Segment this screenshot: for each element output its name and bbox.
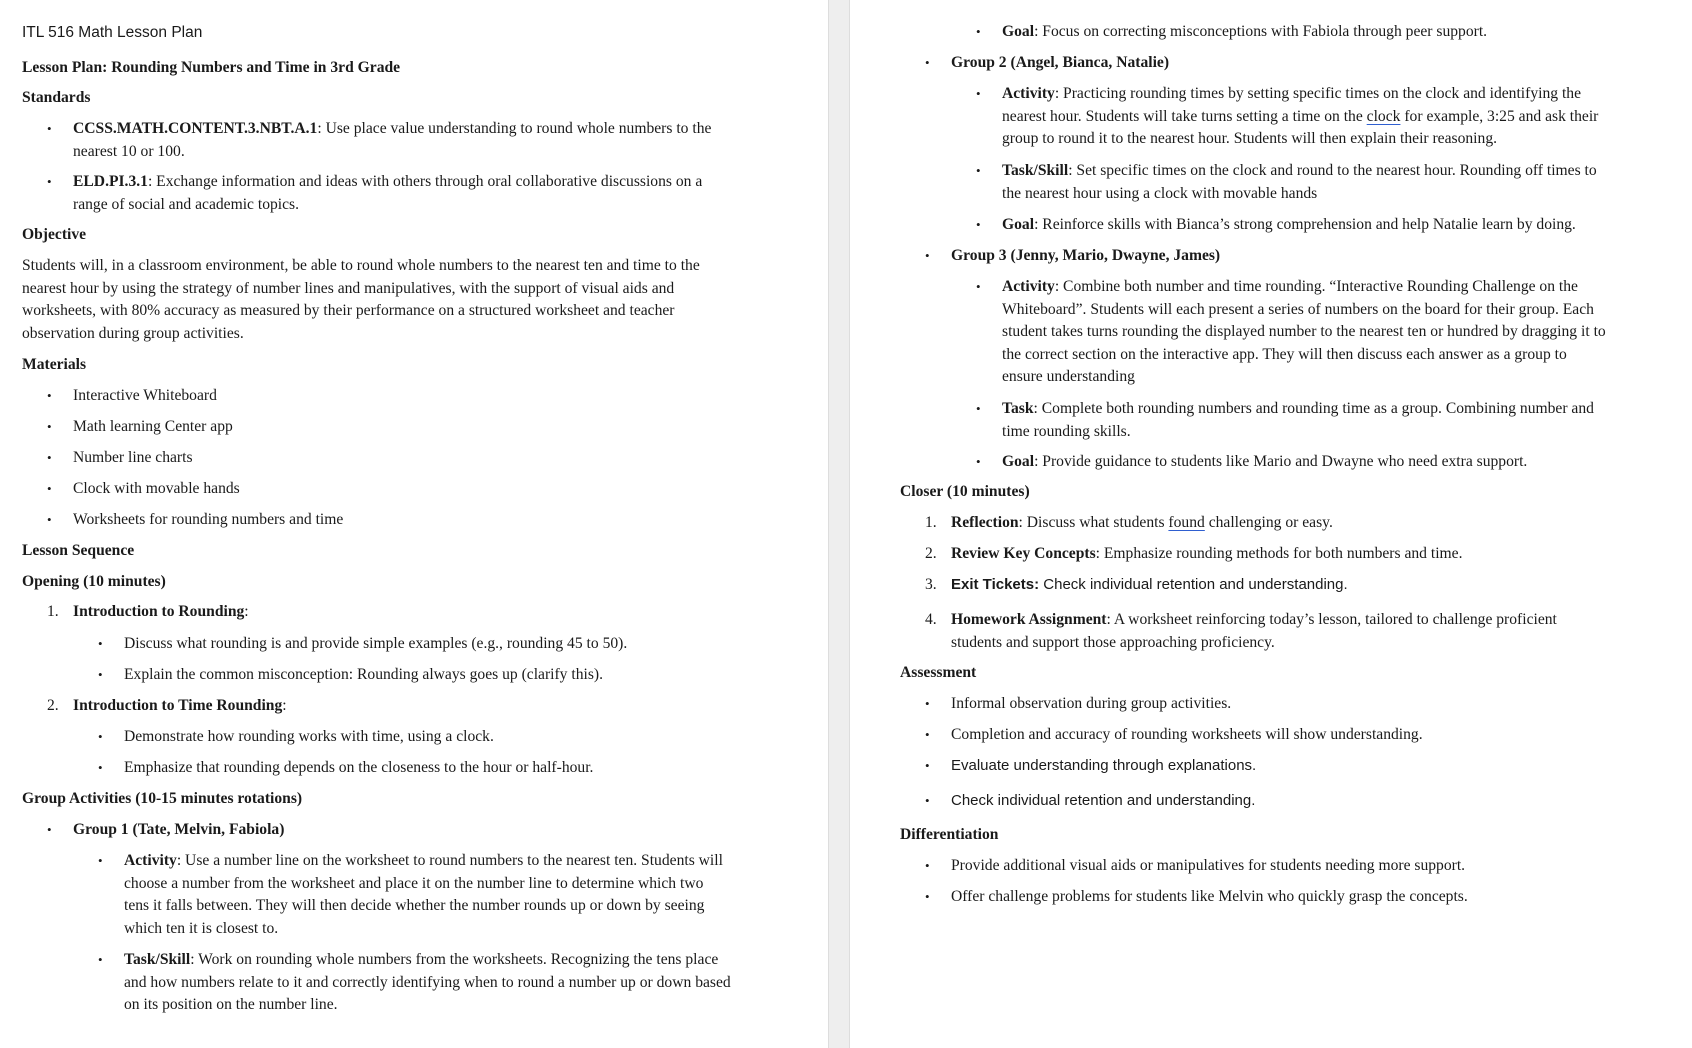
bullet-icon: • [98,853,103,868]
lesson-sequence-heading: Lesson Sequence [22,542,135,559]
objective-text: Students will, in a classroom environment, be able to round whole numbers to the nearest ten and time to the nearest hour by using the strategy of number lines and manipulatives, with the support of visual aids and worksheets, with 80% accuracy as measured by their performance on a structured worksheet and teacher observation during group activities. [22,257,700,342]
assessment-item: Check individual retention and understanding. [951,792,1256,809]
bullet-icon: • [976,401,981,416]
assessment-item: Evaluate understanding through explanations. [951,757,1257,774]
lesson-title: Lesson Plan: Rounding Numbers and Time in 3rd Grade [22,59,401,76]
assessment-item: Completion and accuracy of rounding worksheets will show understanding. [951,726,1423,743]
step-number: 2. [47,697,59,714]
bullet-icon: • [47,388,52,403]
bullet-icon: • [925,248,930,263]
step-number: 1. [47,603,59,620]
found-link[interactable]: found [1168,514,1205,531]
bullet-icon: • [976,279,981,294]
bullet-icon: • [976,86,981,101]
opening-sub-item: Explain the common misconception: Rounding always goes up (clarify this). [124,666,603,683]
bullet-icon: • [925,696,930,711]
group-3-name: Group 3 (Jenny, Mario, Dwayne, James) [951,247,1221,264]
closer-item: Homework Assignment: A worksheet reinforcing today’s lesson, tailored to challenge proficient students and support those approaching proficiency. [951,611,1557,651]
bullet-icon: • [925,55,930,70]
bullet-icon: • [976,217,981,232]
step-number: 3. [925,576,937,593]
materials-item: Clock with movable hands [73,480,240,497]
opening-sub-item: Emphasize that rounding depends on the closeness to the hour or half-hour. [124,759,594,776]
document-header: ITL 516 Math Lesson Plan [22,24,203,41]
group-3-goal: Goal: Provide guidance to students like Mario and Dwayne who need extra support. [1002,453,1528,470]
standard-item: CCSS.MATH.CONTENT.3.NBT.A.1: Use place value understanding to round whole numbers to the nearest 10 or 100. [73,120,712,160]
opening-step-title: Introduction to Time Rounding: [73,697,287,714]
materials-item: Math learning Center app [73,418,233,435]
bullet-icon: • [976,163,981,178]
document-page-left [0,0,828,1048]
bullet-icon: • [925,793,930,808]
step-number: 1. [925,514,937,531]
standards-heading: Standards [22,89,91,106]
closer-item: Exit Tickets: Check individual retention and understanding. [951,576,1348,593]
group-2-activity: Activity: Practicing rounding times by setting specific times on the clock and identifying the nearest hour. Students will take turns setting a time on the clock for example, 3:25 and ask their group to round it to the nearest hour. Students will then explain their reasoning. [1002,85,1599,147]
materials-heading: Materials [22,356,87,373]
group-activities-heading: Group Activities (10-15 minutes rotations) [22,790,303,807]
bullet-icon: • [976,454,981,469]
bullet-icon: • [47,121,52,136]
bullet-icon: • [976,24,981,39]
standard-item: ELD.PI.3.1: Exchange information and ideas with others through oral collaborative discussions on a range of social and academic topics. [73,173,703,213]
closer-item: Reflection: Discuss what students found challenging or easy. [951,514,1333,531]
group-1-task: Task/Skill: Work on rounding whole numbers from the worksheets. Recognizing the tens place and how numbers relate to it and correctly identifying when to round a number up or down based on its position on the number line. [124,951,731,1013]
group-2-goal: Goal: Reinforce skills with Bianca’s strong comprehension and help Natalie learn by doing. [1002,216,1576,233]
materials-item: Worksheets for rounding numbers and time [73,511,344,528]
bullet-icon: • [925,727,930,742]
group-3-task: Task: Complete both rounding numbers and rounding time as a group. Combining number and time rounding skills. [1002,400,1594,440]
opening-step-title: Introduction to Rounding: [73,603,249,620]
document-page-right [850,0,1692,1048]
opening-sub-item: Demonstrate how rounding works with time, using a clock. [124,728,494,745]
bullet-icon: • [98,729,103,744]
materials-item: Number line charts [73,449,193,466]
materials-item: Interactive Whiteboard [73,387,217,404]
bullet-icon: • [925,858,930,873]
bullet-icon: • [47,450,52,465]
bullet-icon: • [98,760,103,775]
assessment-heading: Assessment [900,664,977,681]
group-3-activity: Activity: Combine both number and time rounding. “Interactive Rounding Challenge on the Whiteboard”. Students will each present a series of numbers on the board for their group. Each student takes turns rounding the displayed number to the nearest ten or hundred by dragging it to the correct section on the interactive app. They will then discuss each answer as a group to ensure understanding [1002,278,1606,385]
bullet-icon: • [47,481,52,496]
bullet-icon: • [47,512,52,527]
bullet-icon: • [47,174,52,189]
opening-heading: Opening (10 minutes) [22,573,166,590]
opening-sub-item: Discuss what rounding is and provide simple examples (e.g., rounding 45 to 50). [124,635,628,652]
group-2-task: Task/Skill: Set specific times on the clock and round to the nearest hour. Rounding off times to the nearest hour using a clock with movable hands [1002,162,1597,202]
differentiation-item: Provide additional visual aids or manipulatives for students needing more support. [951,857,1466,874]
differentiation-heading: Differentiation [900,826,999,843]
bullet-icon: • [47,822,52,837]
assessment-item: Informal observation during group activities. [951,695,1232,712]
step-number: 2. [925,545,937,562]
bullet-icon: • [925,758,930,773]
objective-heading: Objective [22,226,87,243]
group-1-activity: Activity: Use a number line on the worksheet to round numbers to the nearest ten. Students will choose a number from the worksheet and place it on the number line to determine which two tens it falls between. They will then decide whether the number rounds up or down by seeing which ten it is closest to. [124,852,723,937]
group-2-name: Group 2 (Angel, Bianca, Natalie) [951,54,1170,71]
closer-heading: Closer (10 minutes) [900,483,1030,500]
closer-item: Review Key Concepts: Emphasize rounding methods for both numbers and time. [951,545,1463,562]
bullet-icon: • [925,889,930,904]
step-number: 4. [925,611,937,628]
bullet-icon: • [98,636,103,651]
bullet-icon: • [98,667,103,682]
group-1-name: Group 1 (Tate, Melvin, Fabiola) [73,821,285,838]
bullet-icon: • [47,419,52,434]
group-1-goal: Goal: Focus on correcting misconceptions with Fabiola through peer support. [1002,23,1488,40]
differentiation-item: Offer challenge problems for students like Melvin who quickly grasp the concepts. [951,888,1468,905]
page-gutter [828,0,850,1048]
clock-link[interactable]: clock [1366,107,1401,125]
bullet-icon: • [98,952,103,967]
